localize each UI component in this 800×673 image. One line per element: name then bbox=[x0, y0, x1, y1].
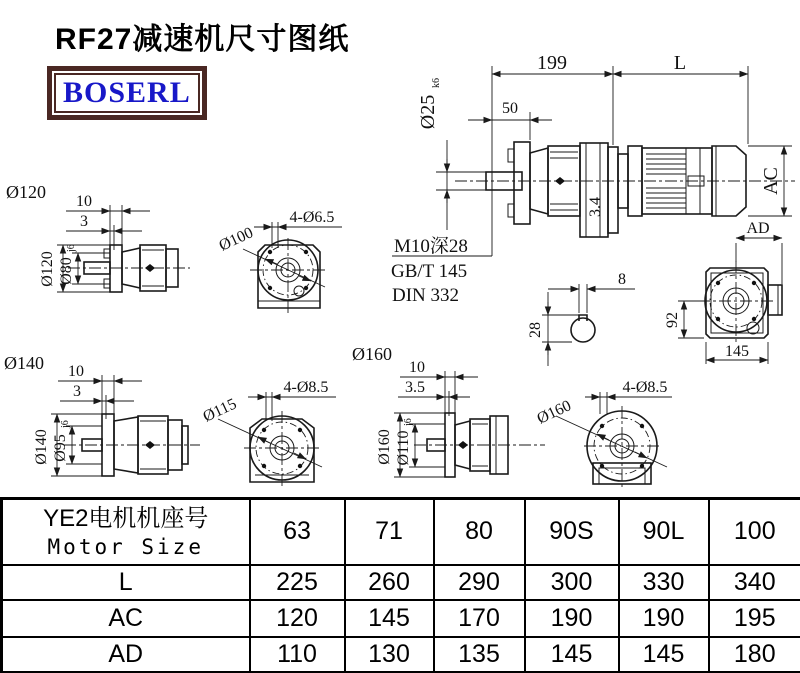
dim-199-label: 199 bbox=[537, 52, 567, 74]
dim-10-120 bbox=[66, 193, 150, 245]
dim-145 bbox=[706, 342, 768, 364]
dim-pilot-dia-160 bbox=[395, 418, 445, 467]
outer-dia-label-120: Ø120 bbox=[39, 251, 56, 287]
dim-3-label-140: 3 bbox=[73, 383, 81, 400]
dim-3-5-160 bbox=[398, 379, 470, 416]
backlash-label: 3.4 bbox=[587, 197, 604, 217]
dim-3-120 bbox=[66, 213, 142, 250]
pilot-tolerance-120: j6 bbox=[66, 244, 77, 252]
drain-plug bbox=[747, 322, 759, 334]
dim-shaft-diameter bbox=[417, 78, 486, 230]
dim-10-label-140: 10 bbox=[68, 363, 84, 380]
motor-size-header-en: Motor Size bbox=[47, 534, 204, 559]
dim-length-label: L bbox=[673, 52, 687, 74]
ad-value-71: 130 bbox=[345, 637, 434, 673]
corner-label-140: Ø140 bbox=[4, 353, 44, 373]
outer-dia-label-140: Ø140 bbox=[33, 429, 50, 465]
ac-value-80: 170 bbox=[434, 600, 525, 637]
dim-50 bbox=[468, 100, 552, 140]
corner-label-120: Ø120 bbox=[6, 182, 46, 202]
key-width-label: 8 bbox=[618, 271, 626, 288]
motor-size-100: 100 bbox=[709, 499, 800, 565]
motor-size-header-cn: YE2电机机座号 bbox=[43, 504, 209, 532]
flange-side-view-140 bbox=[4, 353, 200, 476]
dim-ac-label: AC bbox=[760, 167, 782, 195]
flange-face-view-115 bbox=[201, 379, 336, 488]
table-row-l bbox=[2, 565, 800, 600]
dimension-table bbox=[0, 497, 800, 673]
dim-pilot-dia-140 bbox=[52, 420, 102, 464]
pilot-dia-label-160: Ø110 bbox=[395, 430, 412, 466]
pilot-tolerance-160: j6 bbox=[403, 418, 414, 426]
dim-92-label: 92 bbox=[664, 312, 681, 328]
ad-value-90s: 145 bbox=[525, 637, 619, 673]
centerline-diamond bbox=[555, 177, 565, 185]
table-row-ad bbox=[2, 637, 800, 673]
dim-10-label-120: 10 bbox=[76, 193, 92, 210]
corner-label-160: Ø160 bbox=[352, 344, 392, 364]
ac-value-63: 120 bbox=[250, 600, 345, 637]
ad-value-63: 110 bbox=[250, 637, 345, 673]
pilot-dia-label-120: Ø80 bbox=[58, 257, 75, 285]
ad-value-100: 180 bbox=[709, 637, 800, 673]
motor-size-71: 71 bbox=[345, 499, 434, 565]
row-label-l: L bbox=[2, 565, 250, 600]
pilot-dia-label-140: Ø95 bbox=[52, 434, 69, 462]
dim-holes-160 bbox=[585, 379, 672, 414]
flange-side-view-160 bbox=[352, 344, 545, 477]
dim-ad-label: AD bbox=[746, 220, 770, 237]
standard-gbt-label: GB/T 145 bbox=[391, 261, 468, 282]
holes-label-f160: 4-Ø8.5 bbox=[622, 379, 668, 396]
flange-face-view-100 bbox=[217, 209, 342, 314]
ac-value-90s: 190 bbox=[525, 600, 619, 637]
dim-145-label: 145 bbox=[725, 343, 749, 360]
flange-side-view-120 bbox=[6, 182, 190, 292]
outer-dia-label-160: Ø160 bbox=[376, 429, 393, 465]
motor-size-header-cell bbox=[2, 499, 250, 565]
ac-value-71: 145 bbox=[345, 600, 434, 637]
l-value-80: 290 bbox=[434, 565, 525, 600]
motor-size-80: 80 bbox=[434, 499, 525, 565]
l-value-100: 340 bbox=[709, 565, 800, 600]
hatched-shaft-section bbox=[571, 318, 595, 342]
motor-end-view bbox=[664, 261, 782, 364]
table-header-row bbox=[2, 499, 800, 565]
ad-value-90l: 145 bbox=[619, 637, 709, 673]
dim-10-label-160: 10 bbox=[409, 359, 425, 376]
flange-face-view-160 bbox=[535, 379, 672, 490]
row-label-ad: AD bbox=[2, 637, 250, 673]
motor-size-90s: 90S bbox=[525, 499, 619, 565]
l-value-90s: 300 bbox=[525, 565, 619, 600]
brand-logo-text: BOSERL bbox=[54, 73, 200, 113]
ac-value-100: 195 bbox=[709, 600, 800, 637]
standard-din-label: DIN 332 bbox=[392, 285, 460, 306]
output-flange bbox=[508, 142, 530, 224]
table-row-ac bbox=[2, 600, 800, 637]
holes-label-115: 4-Ø8.5 bbox=[283, 379, 329, 396]
gear-housing bbox=[530, 143, 628, 237]
l-value-71: 260 bbox=[345, 565, 434, 600]
dim-3-label-120: 3 bbox=[80, 213, 88, 230]
thread-note-label: M10深28 bbox=[394, 236, 468, 257]
ac-value-90l: 190 bbox=[619, 600, 709, 637]
l-value-63: 225 bbox=[250, 565, 345, 600]
key-section-view bbox=[527, 271, 635, 366]
bolt-circle-label-115: Ø115 bbox=[200, 395, 240, 426]
dim-holes-115 bbox=[248, 379, 336, 421]
l-value-90l: 330 bbox=[619, 565, 709, 600]
pilot-tolerance-140: j6 bbox=[60, 420, 71, 428]
dim-3-5-label-160: 3.5 bbox=[405, 379, 425, 396]
dim-bolt-circle-160 bbox=[535, 397, 667, 467]
dim-10-140 bbox=[58, 363, 142, 414]
dim-bolt-circle-115 bbox=[201, 395, 322, 467]
terminal-box bbox=[768, 285, 782, 315]
dim-ad bbox=[736, 220, 782, 284]
dim-50-label: 50 bbox=[502, 100, 518, 117]
motor-size-90l: 90L bbox=[619, 499, 709, 565]
page-title: RF27减速机尺寸图纸 bbox=[55, 23, 350, 56]
ad-value-80: 135 bbox=[434, 637, 525, 673]
dim-motor-length bbox=[613, 52, 748, 144]
motor-size-63: 63 bbox=[250, 499, 345, 565]
bolt-circle-label-f160: Ø160 bbox=[534, 397, 574, 428]
thread-note-block bbox=[391, 190, 492, 306]
shaft-diameter-label: Ø25 bbox=[417, 94, 439, 130]
dim-key-width bbox=[548, 271, 635, 313]
dim-92 bbox=[664, 301, 704, 338]
bolt-circle-label-100: Ø100 bbox=[216, 224, 256, 255]
holes-label-100: 4-Ø6.5 bbox=[289, 209, 335, 226]
key-height-label: 28 bbox=[527, 322, 544, 338]
shaft-diameter-tolerance: k6 bbox=[431, 78, 442, 88]
row-label-ac: AC bbox=[2, 600, 250, 637]
